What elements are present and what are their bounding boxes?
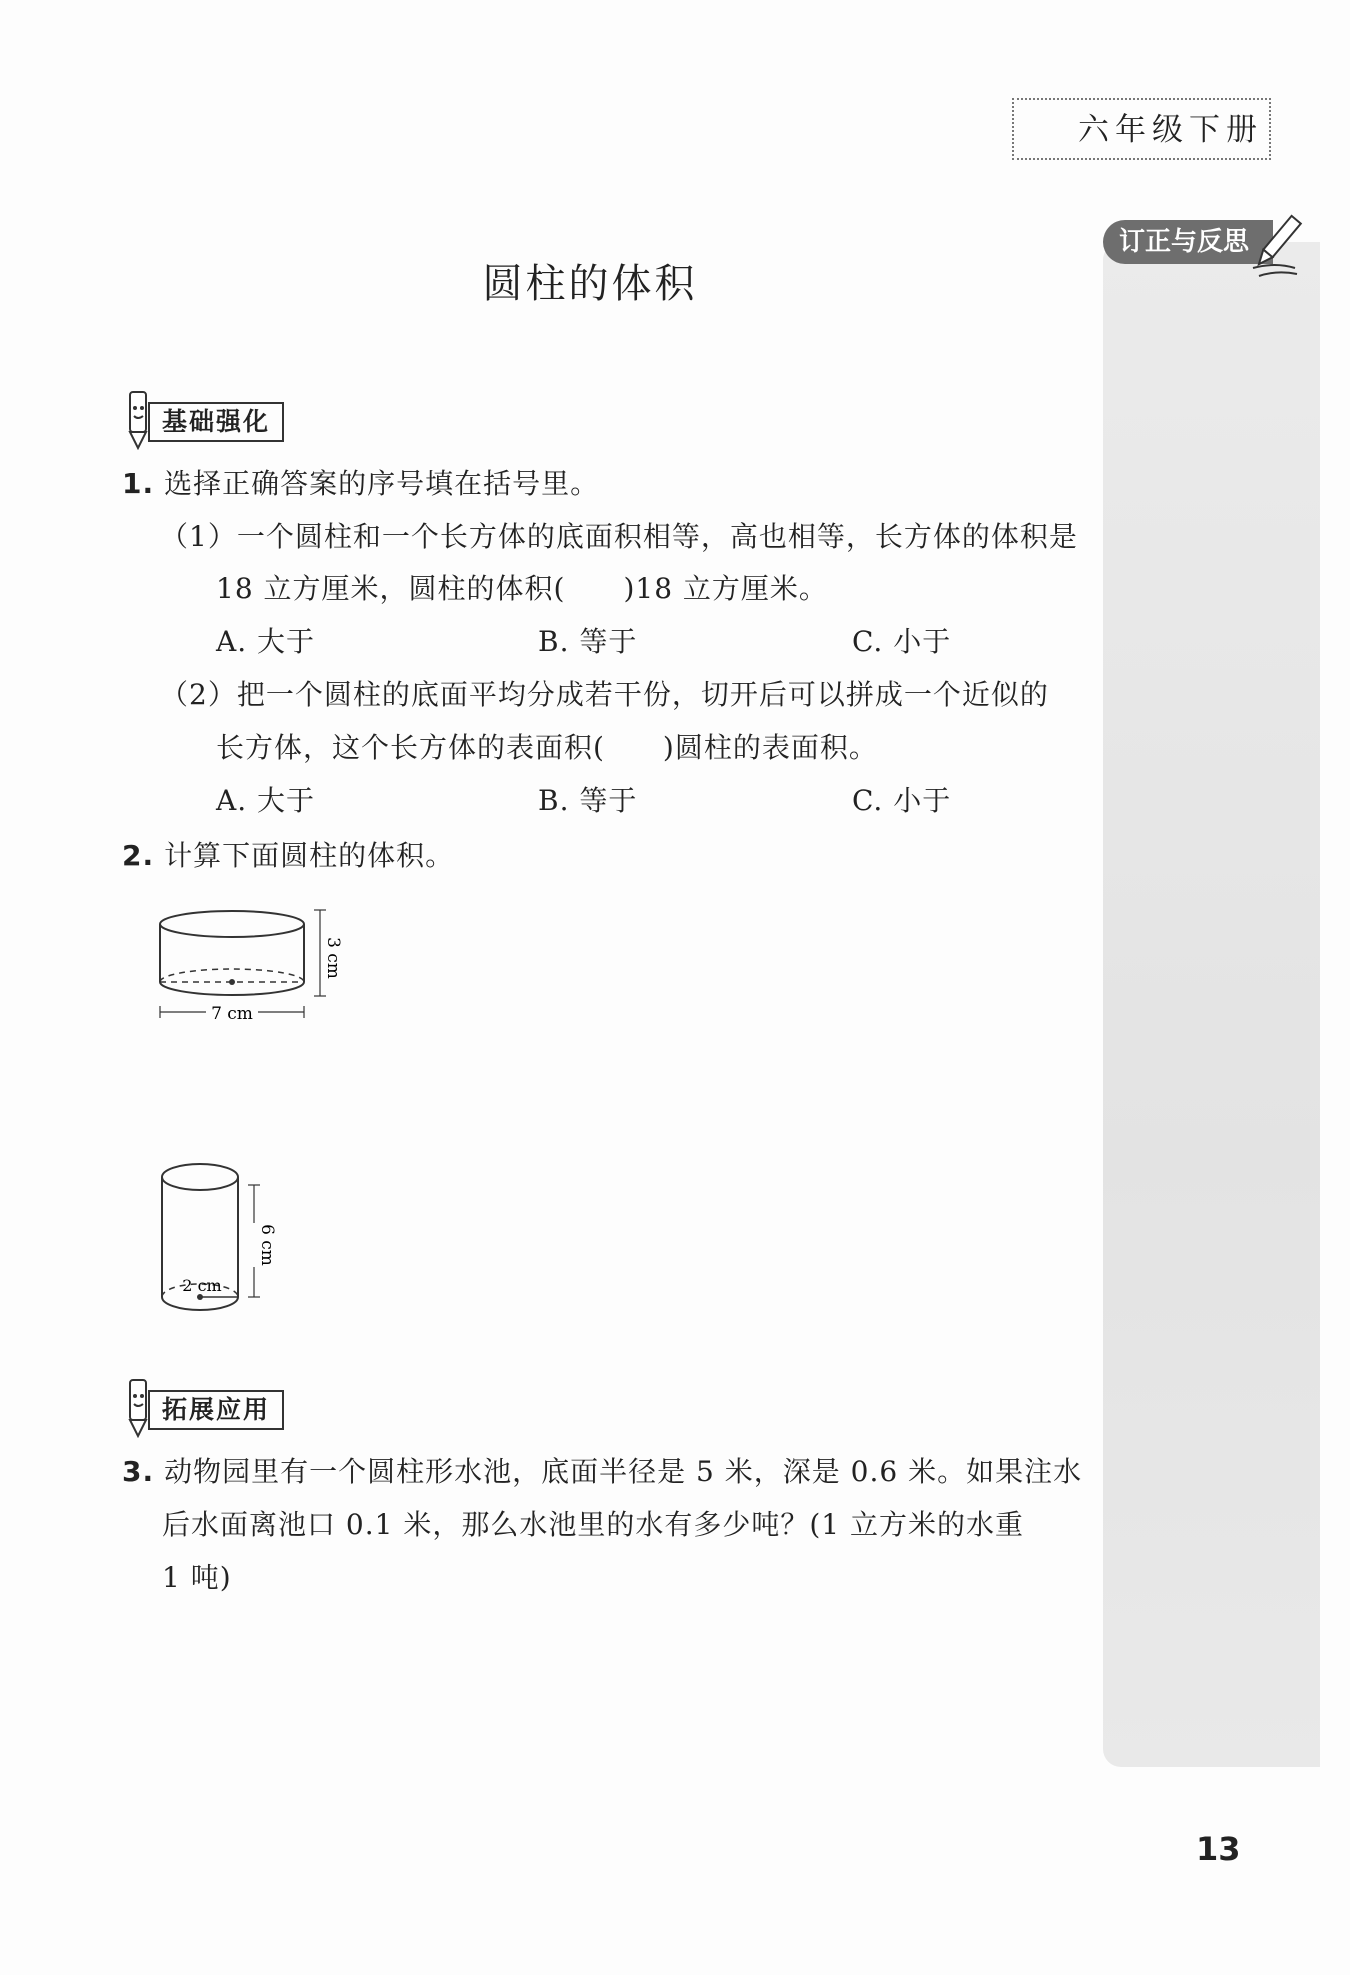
q1-number: 1. [122,467,155,500]
cylinder-figure-wide [150,900,390,1030]
q1-p1-option-a[interactable]: A. 大于 [216,625,316,658]
q2-number: 2. [122,839,155,872]
grade-label: 六年级下册 [1072,104,1269,149]
correction-sidebar [1103,242,1320,1767]
q3-number: 3. [122,1455,155,1488]
q2-stem-line [122,834,454,874]
q3-text-1: 动物园里有一个圆柱形水池，底面半径是 5 米，深是 0.6 米。如果注水 [164,1455,1083,1488]
q1-p1-line1: （1）一个圆柱和一个长方体的底面积相等，高也相等，长方体的体积是 [160,520,1078,553]
q1-p1-line2: 18 立方厘米，圆柱的体积( )18 立方厘米。 [216,572,828,605]
fig1-height-label: 3 cm [323,937,343,979]
q1-stem: 选择正确答案的序号填在括号里。 [164,467,600,500]
q1-p2-option-b[interactable]: B. 等于 [538,784,638,817]
q1-p1-option-c[interactable]: C. 小于 [852,625,952,658]
q1-p2-option-a[interactable]: A. 大于 [216,784,316,817]
q1-p2-line1: （2）把一个圆柱的底面平均分成若干份，切开后可以拼成一个近似的 [160,678,1049,711]
q1-p2-line2: 长方体，这个长方体的表面积( )圆柱的表面积。 [216,731,878,764]
q3-line3: 1 吨) [162,1561,232,1594]
q1-p2-option-c[interactable]: C. 小于 [852,784,952,817]
page-title: 圆柱的体积 [482,261,698,307]
page-number: 13 [1196,1830,1241,1868]
sidebar-tab-label: 订正与反思 [1103,220,1273,264]
fig1-diameter-label: 7 cm [211,1004,253,1024]
section-extend-label: 拓展应用 [148,1390,284,1430]
section-basic-label: 基础强化 [148,402,284,442]
q3-line2: 后水面离池口 0.1 米，那么水池里的水有多少吨？(1 立方米的水重 [162,1508,1024,1541]
pencil-icon [1245,210,1305,280]
q1-stem-line [122,462,599,502]
cylinder-figure-tall [150,1155,290,1330]
fig2-height-label: 6 cm [257,1224,277,1266]
q2-stem: 计算下面圆柱的体积。 [164,839,455,872]
q1-p1-option-b[interactable]: B. 等于 [538,625,638,658]
q3-line1 [122,1450,1082,1490]
fig2-radius-label: 2 cm [182,1276,222,1295]
